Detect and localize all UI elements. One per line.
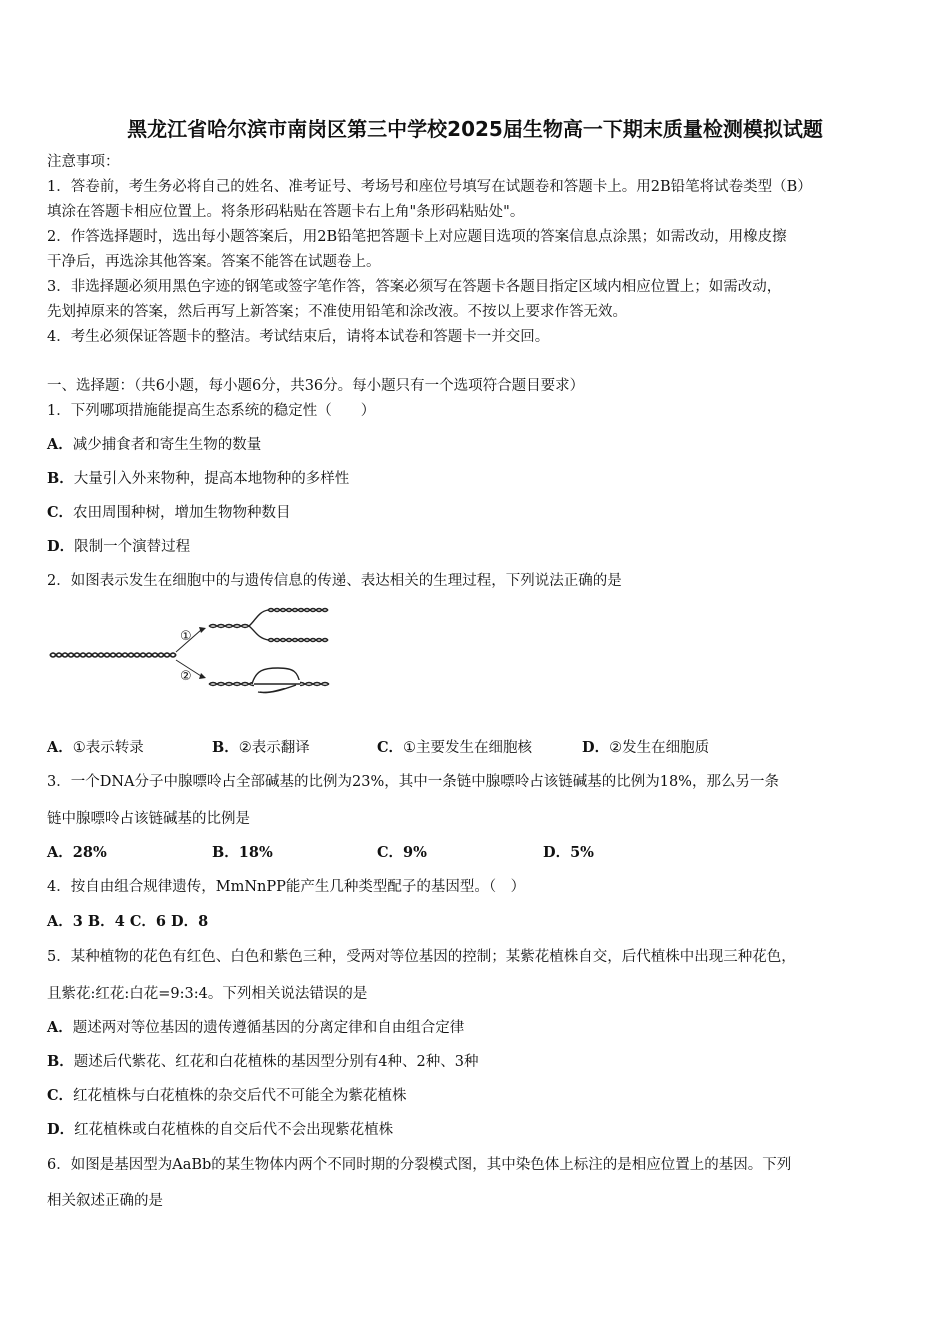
dna-process-figure bbox=[46, 600, 336, 700]
question-2-stem: 2．如图表示发生在细胞中的与遗传信息的传递、表达相关的生理过程，下列说法正确的是 bbox=[47, 573, 622, 589]
notice-line: 填涂在答题卡相应位置上。将条形码粘贴在答题卡右上角"条形码粘贴处"。 bbox=[47, 204, 525, 220]
question-2-option-c: C．①主要发生在细胞核 bbox=[377, 739, 533, 756]
question-1-option-c: C．农田周围种树，增加生物物种数目 bbox=[47, 504, 291, 521]
question-6-stem-line1: 6．如图是基因型为AaBb的某生物体内两个不同时期的分裂模式图，其中染色体上标注的是相应位置上的基因。下列 bbox=[47, 1157, 792, 1173]
question-4-option-c: C．6 bbox=[129, 913, 166, 930]
question-2-option-b: B．②表示翻译 bbox=[212, 739, 310, 756]
question-1-stem: 1．下列哪项措施能提高生态系统的稳定性（ ） bbox=[47, 403, 376, 419]
question-5-option-d: D．红花植株或白花植株的自交后代不会出现紫花植株 bbox=[47, 1121, 394, 1138]
question-5-option-a: A．题述两对等位基因的遗传遵循基因的分离定律和自由组合定律 bbox=[47, 1019, 465, 1036]
question-4-option-d: D．8 bbox=[171, 913, 209, 930]
question-3-stem-line2: 链中腺嘌呤占该链碱基的比例是 bbox=[47, 811, 250, 827]
process-1-label: ① bbox=[180, 629, 192, 644]
notice-line: 先划掉原来的答案，然后再写上新答案；不准使用铅笔和涂改液。不按以上要求作答无效。 bbox=[47, 304, 627, 320]
question-3-option-b: B．18% bbox=[212, 844, 273, 861]
question-4-stem: 4．按自由组合规律遗传，MmNnPP能产生几种类型配子的基因型。（ ） bbox=[47, 879, 526, 895]
question-1-option-a: A．减少捕食者和寄生生物的数量 bbox=[47, 436, 262, 453]
notice-line: 4．考生必须保证答题卡的整洁。考试结束后，请将本试卷和答题卡一并交回。 bbox=[47, 329, 550, 345]
question-2-option-d: D．②发生在细胞质 bbox=[582, 739, 710, 756]
question-4-option-b: B．4 bbox=[87, 913, 125, 930]
process-2-label: ② bbox=[180, 669, 192, 684]
notice-line: 1．答卷前，考生务必将自己的姓名、准考证号、考场号和座位号填写在试题卷和答题卡上。用2B铅笔将试卷类型（B） bbox=[47, 179, 812, 195]
question-3-option-a: A．28% bbox=[47, 844, 107, 861]
question-1-option-b: B．大量引入外来物种，提高本地物种的多样性 bbox=[47, 470, 350, 487]
question-6-stem-line2: 相关叙述正确的是 bbox=[47, 1193, 163, 1209]
question-5-stem-line2: 且紫花:红花:白花=9:3:4。下列相关说法错误的是 bbox=[47, 986, 368, 1002]
question-1-option-d: D．限制一个演替过程 bbox=[47, 538, 191, 555]
notice-heading: 注意事项： bbox=[47, 154, 120, 170]
notice-line: 干净后，再选涂其他答案。答案不能答在试题卷上。 bbox=[47, 254, 381, 270]
question-3-options bbox=[47, 843, 907, 863]
question-5-option-c: C．红花植株与白花植株的杂交后代不可能全为紫花植株 bbox=[47, 1087, 407, 1104]
page-title: 黑龙江省哈尔滨市南岗区第三中学校2025届生物高一下期末质量检测模拟试题 bbox=[127, 117, 823, 141]
section-heading: 一、选择题：（共6小题，每小题6分，共36分。每小题只有一个选项符合题目要求） bbox=[47, 378, 585, 394]
notice-line: 3．非选择题必须用黑色字迹的钢笔或签字笔作答，答案必须写在答题卡各题目指定区域内相应位置上；如需改动， bbox=[47, 279, 782, 295]
question-5-stem-line1: 5．某种植物的花色有红色、白色和紫色三种，受两对等位基因的控制；某紫花植株自交，后代植株中出现三种花色， bbox=[47, 949, 796, 965]
question-5-option-b: B．题述后代紫花、红花和白花植株的基因型分别有4种、2种、3种 bbox=[47, 1053, 479, 1070]
question-3-stem-line1: 3．一个DNA分子中腺嘌呤占全部碱基的比例为23%，其中一条链中腺嘌呤占该链碱基的比例为18%，那么另一条 bbox=[47, 774, 779, 790]
question-4-options bbox=[47, 912, 907, 932]
question-4-option-a: A．3 bbox=[47, 913, 83, 930]
question-3-option-c: C．9% bbox=[377, 844, 427, 861]
question-3-option-d: D．5% bbox=[543, 844, 594, 861]
question-2-options bbox=[47, 738, 907, 758]
notice-line: 2．作答选择题时，选出每小题答案后，用2B铅笔把答题卡上对应题目选项的答案信息点涂黑；如需改动，用橡皮擦 bbox=[47, 229, 787, 245]
question-2-option-a: A．①表示转录 bbox=[47, 739, 144, 756]
